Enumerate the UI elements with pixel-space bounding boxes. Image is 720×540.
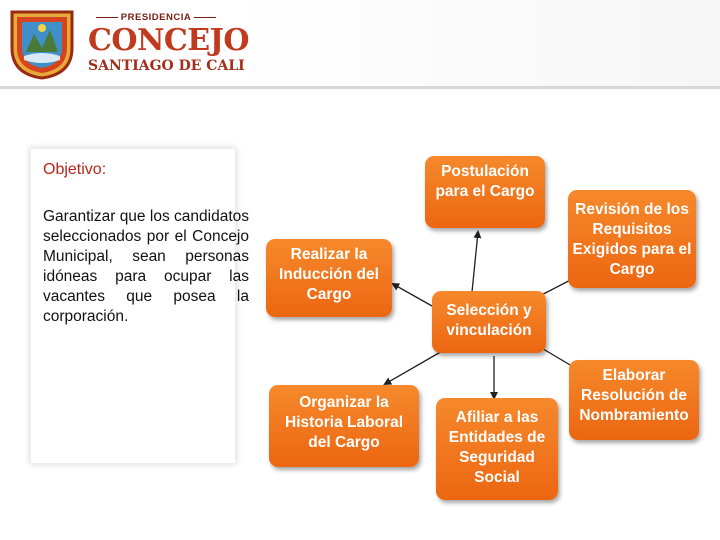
step-revision xyxy=(568,190,696,288)
step-induccion xyxy=(266,239,392,317)
objective-title: Objetivo: xyxy=(43,161,107,178)
step-afiliar-label: Afiliar a las Entidades de Seguridad Social xyxy=(448,409,546,486)
step-afiliar xyxy=(436,398,558,500)
brand-top-label: PRESIDENCIA xyxy=(120,12,192,23)
objective-text: Garantizar que los candidatos seleccionados por el Concejo Municipal, sean personas idóneas para ocupar las vacantes que posea la corporación. xyxy=(43,208,249,325)
step-postulacion-label: Postulación para el Cargo xyxy=(435,163,535,200)
step-elaborar xyxy=(569,360,699,440)
step-revision-label: Revisión de los Requisitos Exigidos para el Cargo xyxy=(572,201,692,278)
step-organizar-label: Organizar la Historia Laboral del Cargo xyxy=(285,394,403,451)
center-label: Selección y vinculación xyxy=(446,302,532,339)
brand-subtitle: SANTIAGO DE CALI xyxy=(88,58,245,74)
arrow-to-induccion xyxy=(393,284,432,306)
step-postulacion xyxy=(425,156,545,228)
step-induccion-label: Realizar la Inducción del Cargo xyxy=(279,246,379,303)
arrow-to-postulacion xyxy=(472,232,478,292)
arrow-to-organizar xyxy=(385,350,444,384)
step-elaborar-label: Elaborar Resolución de Nombramiento xyxy=(579,367,689,424)
center-node xyxy=(432,291,546,353)
brand-title: CONCEJO xyxy=(88,23,250,58)
step-organizar xyxy=(269,385,419,467)
